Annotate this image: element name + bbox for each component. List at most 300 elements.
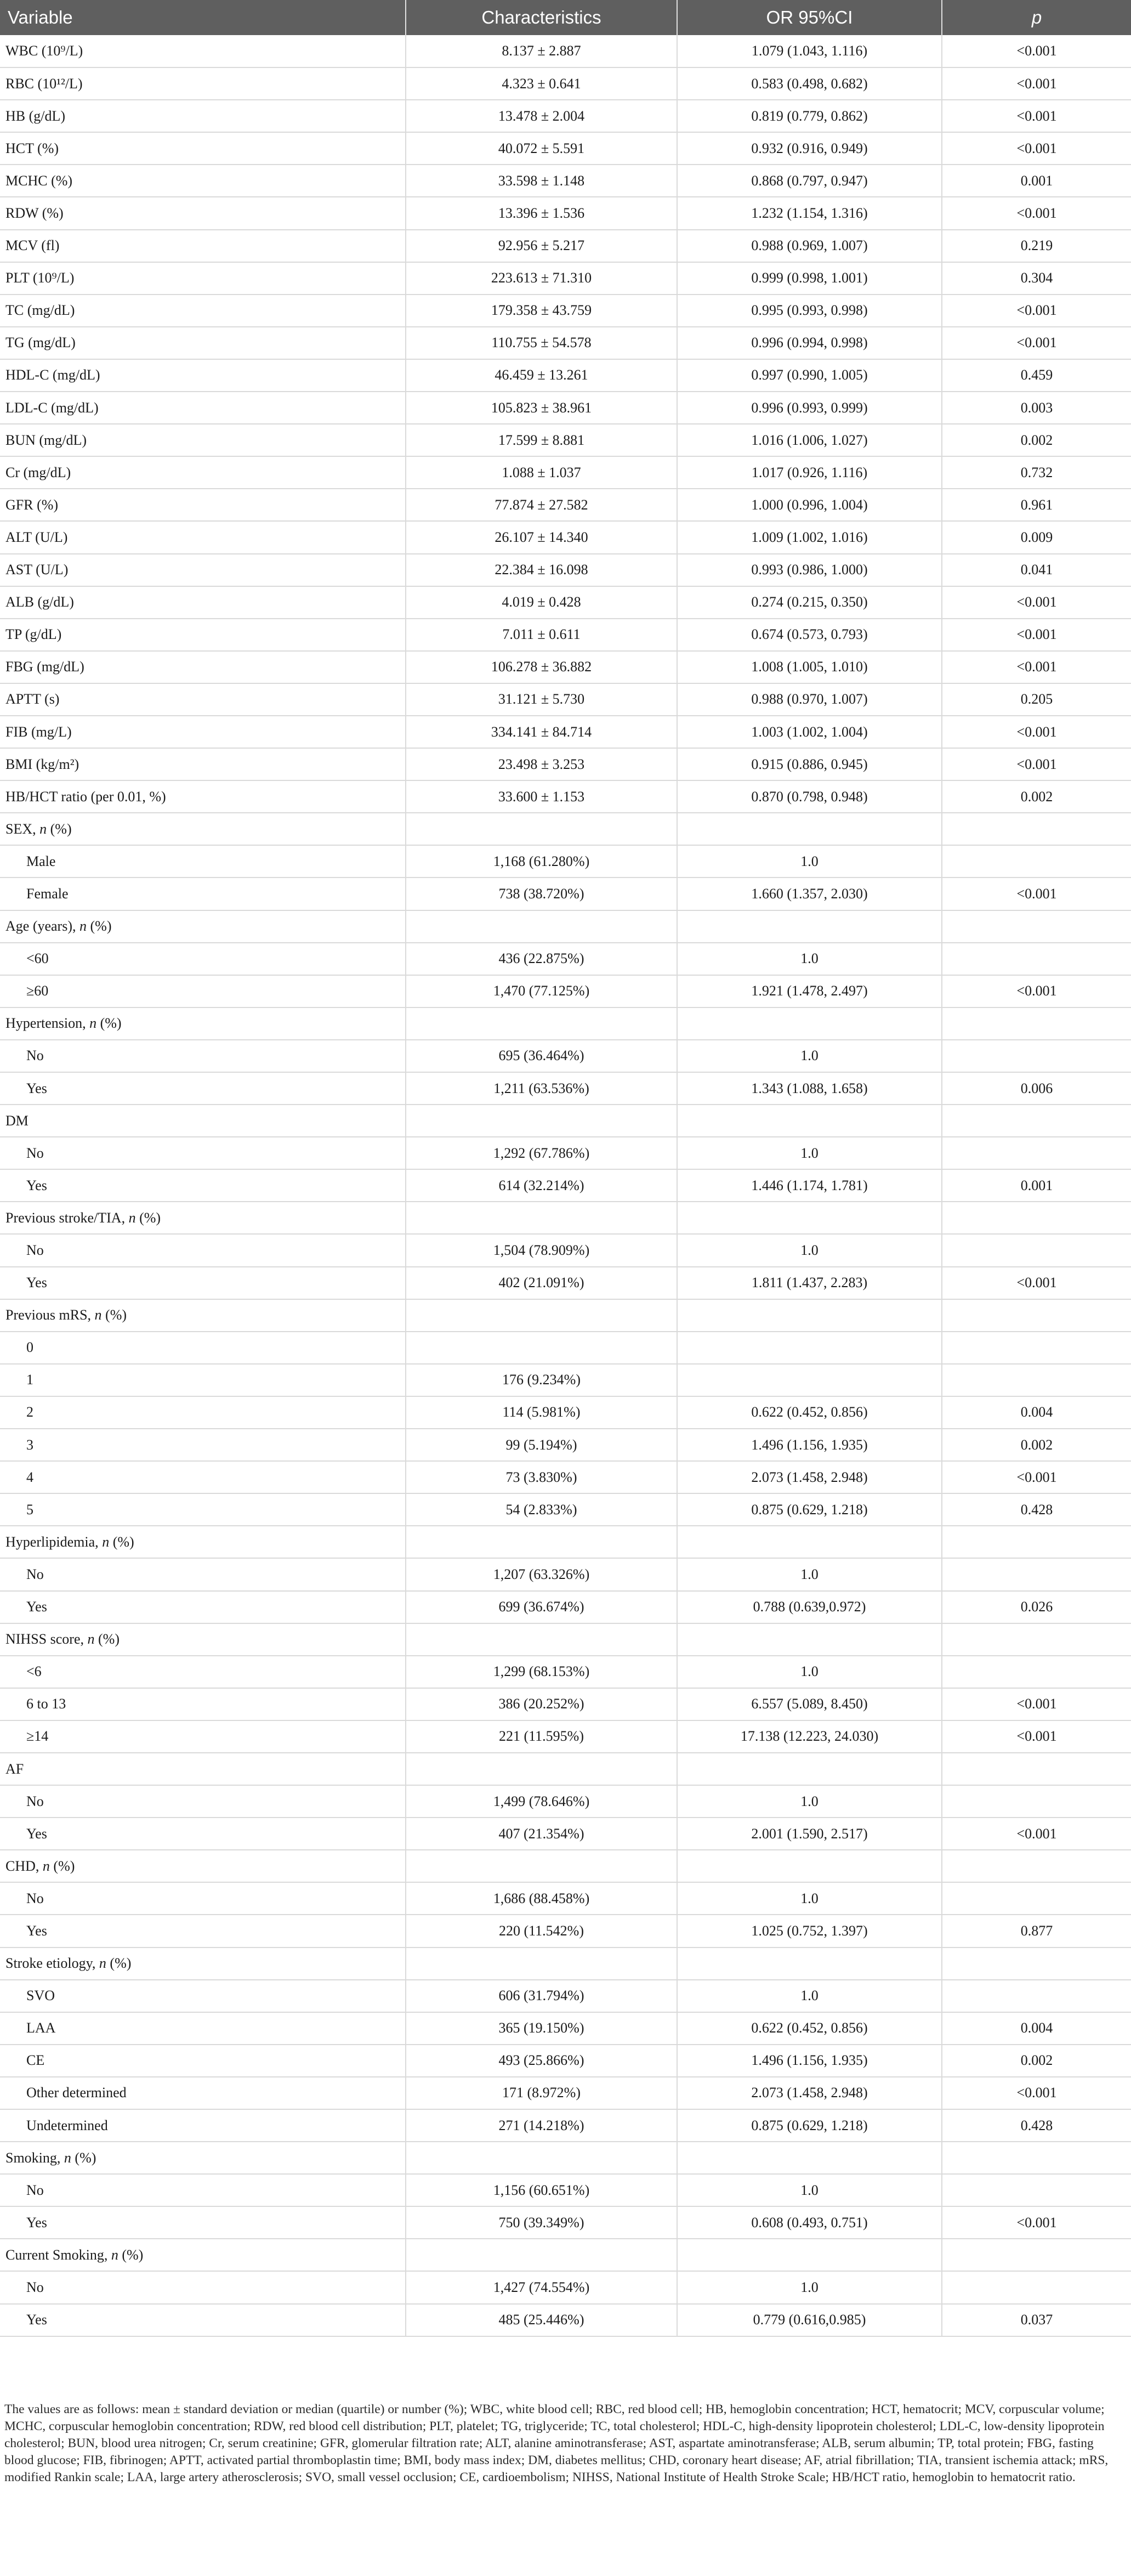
cell-p-value bbox=[942, 1105, 1131, 1137]
cell-or-ci bbox=[677, 1332, 942, 1364]
variable-label: ALT (U/L) bbox=[5, 529, 68, 545]
variable-n-label: n bbox=[111, 2246, 118, 2263]
cell-variable bbox=[0, 1364, 406, 1396]
cell-variable bbox=[0, 1753, 406, 1785]
table-row bbox=[0, 1040, 1131, 1072]
cell-or-ci: 0.868 (0.797, 0.947) bbox=[677, 165, 942, 197]
cell-characteristics: 31.121 ± 5.730 bbox=[406, 683, 677, 716]
cell-characteristics: 77.874 ± 27.582 bbox=[406, 489, 677, 521]
cell-or-ci: 2.073 (1.458, 2.948) bbox=[677, 1461, 942, 1493]
variable-label: Age (years), bbox=[5, 918, 79, 935]
variable-label: 6 to 13 bbox=[26, 1696, 66, 1712]
cell-or-ci: 1.008 (1.005, 1.010) bbox=[677, 651, 942, 683]
cell-or-ci: 0.988 (0.970, 1.007) bbox=[677, 683, 942, 716]
cell-p-value bbox=[942, 2271, 1131, 2303]
cell-or-ci: 0.875 (0.629, 1.218) bbox=[677, 2109, 942, 2142]
cell-variable bbox=[0, 1623, 406, 1656]
variable-label: LDL-C (mg/dL) bbox=[5, 399, 99, 416]
variable-unit-label: (%) bbox=[135, 1209, 161, 1226]
cell-variable bbox=[0, 975, 406, 1007]
cell-variable bbox=[0, 845, 406, 877]
cell-p-value: <0.001 bbox=[942, 295, 1131, 327]
cell-p-value: <0.001 bbox=[942, 619, 1131, 651]
cell-p-value bbox=[942, 1332, 1131, 1364]
cell-or-ci: 1.0 bbox=[677, 845, 942, 877]
cell-p-value: <0.001 bbox=[942, 651, 1131, 683]
cell-characteristics: 485 (25.446%) bbox=[406, 2304, 677, 2336]
cell-or-ci: 0.608 (0.493, 0.751) bbox=[677, 2206, 942, 2239]
cell-characteristics: 606 (31.794%) bbox=[406, 1980, 677, 2012]
table-row bbox=[0, 1558, 1131, 1590]
cell-variable bbox=[0, 2077, 406, 2109]
table-row bbox=[0, 2012, 1131, 2045]
table-row bbox=[0, 910, 1131, 943]
cell-variable bbox=[0, 1137, 406, 1169]
cell-variable bbox=[0, 132, 406, 165]
table-row bbox=[0, 1396, 1131, 1429]
cell-p-value: 0.004 bbox=[942, 1396, 1131, 1429]
table-row bbox=[0, 1429, 1131, 1461]
variable-unit-label: (%) bbox=[109, 1533, 134, 1550]
variable-n-label: n bbox=[87, 1631, 95, 1647]
variable-label: Yes bbox=[26, 1599, 47, 1615]
cell-or-ci: 1.0 bbox=[677, 943, 942, 975]
cell-variable bbox=[0, 327, 406, 359]
cell-variable bbox=[0, 1882, 406, 1915]
cell-p-value: <0.001 bbox=[942, 716, 1131, 748]
table-row bbox=[0, 1720, 1131, 1753]
cell-or-ci bbox=[677, 1364, 942, 1396]
variable-label: DM bbox=[5, 1112, 29, 1129]
table-footnote: The values are as follows: mean ± standard deviation or median (quartile) or number (%); WBC, white blood cell; RBC, red blood cell; HB, hemoglobin concentration; HCT, hematocrit; MCV, corpuscular volume; MCHC, corpuscular hemoglobin concentration; RDW, red blood cell distribution; PLT, platelet; TG, triglyceride; TC, total cholesterol; HDL-C, high-density lipoprotein cholesterol; LDL-C, low-density lipoprotein cholesterol; BUN, blood urea nitrogen; Cr, serum creatinine; GFR, glomerular filtration rate; ALT, alanine aminotransferase; AST, aspartate aminotransferase; ALB, serum albumin; TP, total protein; FBG, fasting blood glucose; FIB, fibrinogen; APTT, activated partial thromboplastin time; BMI, body mass index; DM, diabetes mellitus; CHD, coronary heart disease; AF, atrial fibrillation; TIA, transient ischemia attack; mRS, modified Rankin scale; LAA, large artery atherosclerosis; SVO, small vessel occlusion; CE, cardioembolism; NIHSS, National Institute of Health Stroke Scale; HB/HCT ratio, hemoglobin to hematocrit ratio. bbox=[4, 2402, 1109, 2484]
variable-label: Undetermined bbox=[26, 2117, 108, 2133]
cell-or-ci: 0.622 (0.452, 0.856) bbox=[677, 2012, 942, 2045]
cell-variable bbox=[0, 1947, 406, 1980]
cell-or-ci: 0.996 (0.994, 0.998) bbox=[677, 327, 942, 359]
cell-p-value: 0.004 bbox=[942, 2012, 1131, 2045]
cell-p-value: <0.001 bbox=[942, 197, 1131, 229]
table-row bbox=[0, 780, 1131, 813]
variable-n-label: n bbox=[99, 1955, 106, 1972]
header-p-value: p bbox=[942, 0, 1131, 35]
cell-characteristics: 1,292 (67.786%) bbox=[406, 1137, 677, 1169]
cell-variable bbox=[0, 1072, 406, 1105]
table-row bbox=[0, 2271, 1131, 2303]
cell-or-ci: 1.343 (1.088, 1.658) bbox=[677, 1072, 942, 1105]
cell-characteristics bbox=[406, 1947, 677, 1980]
cell-or-ci: 1.660 (1.357, 2.030) bbox=[677, 877, 942, 910]
cell-p-value: 0.428 bbox=[942, 1493, 1131, 1526]
variable-label: AF bbox=[5, 1760, 24, 1777]
variable-label: AST (U/L) bbox=[5, 562, 69, 578]
variable-label: Cr (mg/dL) bbox=[5, 464, 71, 480]
variable-label: No bbox=[26, 1145, 44, 1161]
cell-or-ci: 0.819 (0.779, 0.862) bbox=[677, 100, 942, 132]
cell-or-ci: 1.017 (0.926, 1.116) bbox=[677, 456, 942, 489]
table-row bbox=[0, 1785, 1131, 1818]
cell-characteristics: 1,211 (63.536%) bbox=[406, 1072, 677, 1105]
variable-label: FBG (mg/dL) bbox=[5, 659, 84, 675]
cell-characteristics: 92.956 ± 5.217 bbox=[406, 230, 677, 262]
table-row bbox=[0, 35, 1131, 67]
cell-or-ci: 0.622 (0.452, 0.856) bbox=[677, 1396, 942, 1429]
variable-label: 3 bbox=[26, 1436, 33, 1453]
cell-variable bbox=[0, 392, 406, 424]
cell-or-ci bbox=[677, 1526, 942, 1558]
cell-or-ci: 2.001 (1.590, 2.517) bbox=[677, 1818, 942, 1850]
cell-or-ci: 0.870 (0.798, 0.948) bbox=[677, 780, 942, 813]
variable-label: <6 bbox=[26, 1663, 42, 1680]
variable-label: Yes bbox=[26, 2312, 47, 2328]
table-row bbox=[0, 683, 1131, 716]
cell-p-value: <0.001 bbox=[942, 100, 1131, 132]
table-row bbox=[0, 1623, 1131, 1656]
variable-label: RBC (10¹²/L) bbox=[5, 75, 83, 92]
cell-variable bbox=[0, 1915, 406, 1947]
cell-variable bbox=[0, 2012, 406, 2045]
table-row bbox=[0, 877, 1131, 910]
variable-n-label: n bbox=[128, 1209, 136, 1226]
table-row bbox=[0, 813, 1131, 845]
cell-characteristics: 1,470 (77.125%) bbox=[406, 975, 677, 1007]
cell-characteristics: 26.107 ± 14.340 bbox=[406, 521, 677, 553]
variable-label: Current Smoking, bbox=[5, 2246, 111, 2263]
cell-variable bbox=[0, 1234, 406, 1266]
table-row bbox=[0, 1688, 1131, 1720]
table-row bbox=[0, 521, 1131, 553]
cell-p-value bbox=[942, 1526, 1131, 1558]
variable-label: TG (mg/dL) bbox=[5, 335, 76, 351]
cell-characteristics: 179.358 ± 43.759 bbox=[406, 295, 677, 327]
cell-characteristics: 46.459 ± 13.261 bbox=[406, 359, 677, 392]
cell-or-ci bbox=[677, 1105, 942, 1137]
variable-label: Hypertension, bbox=[5, 1015, 90, 1032]
header-or-ci: OR 95%CI bbox=[677, 0, 942, 35]
table-row bbox=[0, 67, 1131, 100]
variable-label: No bbox=[26, 2182, 44, 2198]
cell-characteristics: 99 (5.194%) bbox=[406, 1429, 677, 1461]
cell-or-ci: 0.995 (0.993, 0.998) bbox=[677, 295, 942, 327]
cell-or-ci: 2.073 (1.458, 2.948) bbox=[677, 2077, 942, 2109]
cell-p-value bbox=[942, 2239, 1131, 2271]
header-characteristics: Characteristics bbox=[406, 0, 677, 35]
cell-variable bbox=[0, 943, 406, 975]
table-row bbox=[0, 1947, 1131, 1980]
cell-or-ci: 0.993 (0.986, 1.000) bbox=[677, 554, 942, 586]
cell-p-value bbox=[942, 2142, 1131, 2174]
cell-p-value: 0.205 bbox=[942, 683, 1131, 716]
cell-characteristics: 386 (20.252%) bbox=[406, 1688, 677, 1720]
variable-label: 4 bbox=[26, 1469, 33, 1485]
cell-characteristics: 17.599 ± 8.881 bbox=[406, 424, 677, 456]
variable-label: CE bbox=[26, 2052, 45, 2069]
cell-characteristics: 1,168 (61.280%) bbox=[406, 845, 677, 877]
cell-variable bbox=[0, 1656, 406, 1688]
cell-or-ci bbox=[677, 1007, 942, 1040]
cell-or-ci: 1.0 bbox=[677, 2271, 942, 2303]
variable-n-label: n bbox=[102, 1533, 110, 1550]
cell-characteristics: 1,299 (68.153%) bbox=[406, 1656, 677, 1688]
table-row bbox=[0, 1299, 1131, 1332]
cell-characteristics: 1,427 (74.554%) bbox=[406, 2271, 677, 2303]
cell-p-value bbox=[942, 1980, 1131, 2012]
cell-p-value bbox=[942, 1299, 1131, 1332]
cell-characteristics bbox=[406, 1332, 677, 1364]
table-row bbox=[0, 651, 1131, 683]
cell-characteristics bbox=[406, 1526, 677, 1558]
cell-characteristics: 22.384 ± 16.098 bbox=[406, 554, 677, 586]
variable-label: GFR (%) bbox=[5, 496, 59, 513]
cell-or-ci: 1.0 bbox=[677, 1137, 942, 1169]
cell-variable bbox=[0, 1396, 406, 1429]
variable-label: Yes bbox=[26, 1825, 47, 1842]
table-row bbox=[0, 1169, 1131, 1202]
cell-variable bbox=[0, 586, 406, 619]
cell-characteristics: 223.613 ± 71.310 bbox=[406, 262, 677, 295]
variable-label: LAA bbox=[26, 2020, 56, 2036]
cell-or-ci bbox=[677, 813, 942, 845]
cell-or-ci: 0.674 (0.573, 0.793) bbox=[677, 619, 942, 651]
cell-p-value: <0.001 bbox=[942, 2206, 1131, 2239]
cell-variable bbox=[0, 165, 406, 197]
cell-p-value: 0.304 bbox=[942, 262, 1131, 295]
cell-p-value: <0.001 bbox=[942, 67, 1131, 100]
cell-p-value: <0.001 bbox=[942, 327, 1131, 359]
cell-characteristics: 7.011 ± 0.611 bbox=[406, 619, 677, 651]
cell-p-value bbox=[942, 845, 1131, 877]
table-row bbox=[0, 456, 1131, 489]
cell-characteristics: 105.823 ± 38.961 bbox=[406, 392, 677, 424]
cell-variable bbox=[0, 619, 406, 651]
variable-label: SVO bbox=[26, 1988, 55, 2004]
variable-label: CHD, bbox=[5, 1858, 43, 1874]
cell-variable bbox=[0, 2304, 406, 2336]
cell-characteristics: 738 (38.720%) bbox=[406, 877, 677, 910]
cell-variable bbox=[0, 1299, 406, 1332]
cell-p-value: 0.002 bbox=[942, 424, 1131, 456]
cell-characteristics bbox=[406, 1299, 677, 1332]
cell-variable bbox=[0, 2174, 406, 2206]
table-row bbox=[0, 1332, 1131, 1364]
cell-variable bbox=[0, 1688, 406, 1720]
cell-p-value bbox=[942, 1656, 1131, 1688]
cell-characteristics: 402 (21.091%) bbox=[406, 1267, 677, 1299]
cell-or-ci: 1.000 (0.996, 1.004) bbox=[677, 489, 942, 521]
cell-or-ci bbox=[677, 910, 942, 943]
cell-p-value: <0.001 bbox=[942, 1461, 1131, 1493]
cell-variable bbox=[0, 1007, 406, 1040]
variable-label: TP (g/dL) bbox=[5, 626, 62, 643]
table-row bbox=[0, 619, 1131, 651]
table-row bbox=[0, 262, 1131, 295]
variable-unit-label: (%) bbox=[47, 820, 72, 837]
variable-label: MCV (fl) bbox=[5, 237, 60, 254]
cell-p-value: <0.001 bbox=[942, 1267, 1131, 1299]
cell-variable bbox=[0, 1526, 406, 1558]
variable-label: NIHSS score, bbox=[5, 1631, 88, 1647]
variable-label: TC (mg/dL) bbox=[5, 302, 75, 319]
cell-characteristics: 54 (2.833%) bbox=[406, 1493, 677, 1526]
cell-p-value bbox=[942, 1882, 1131, 1915]
cell-p-value: 0.459 bbox=[942, 359, 1131, 392]
cell-variable bbox=[0, 67, 406, 100]
variable-label: Female bbox=[26, 885, 69, 902]
cell-p-value: <0.001 bbox=[942, 1688, 1131, 1720]
cell-or-ci: 0.915 (0.886, 0.945) bbox=[677, 748, 942, 780]
variable-unit-label: (%) bbox=[94, 1631, 120, 1647]
variable-label: MCHC (%) bbox=[5, 172, 73, 189]
variable-label: PLT (10⁹/L) bbox=[5, 270, 75, 286]
variable-label: Male bbox=[26, 853, 56, 869]
table-row bbox=[0, 1461, 1131, 1493]
table-row bbox=[0, 392, 1131, 424]
cell-characteristics: 33.600 ± 1.153 bbox=[406, 780, 677, 813]
cell-or-ci: 0.932 (0.916, 0.949) bbox=[677, 132, 942, 165]
cell-p-value: 0.006 bbox=[942, 1072, 1131, 1105]
cell-variable bbox=[0, 2271, 406, 2303]
cell-characteristics: 365 (19.150%) bbox=[406, 2012, 677, 2045]
cell-characteristics bbox=[406, 813, 677, 845]
cell-variable bbox=[0, 554, 406, 586]
table-row bbox=[0, 359, 1131, 392]
cell-or-ci: 1.009 (1.002, 1.016) bbox=[677, 521, 942, 553]
cell-variable bbox=[0, 1429, 406, 1461]
table-row bbox=[0, 100, 1131, 132]
cell-characteristics bbox=[406, 1007, 677, 1040]
cell-variable bbox=[0, 1461, 406, 1493]
cell-p-value: 0.877 bbox=[942, 1915, 1131, 1947]
variable-label: Stroke etiology, bbox=[5, 1955, 99, 1972]
cell-p-value bbox=[942, 1558, 1131, 1590]
cell-characteristics: 23.498 ± 3.253 bbox=[406, 748, 677, 780]
cell-p-value: <0.001 bbox=[942, 877, 1131, 910]
cell-p-value bbox=[942, 1202, 1131, 1234]
cell-or-ci: 1.446 (1.174, 1.781) bbox=[677, 1169, 942, 1202]
variable-label: No bbox=[26, 1890, 44, 1906]
cell-variable bbox=[0, 1493, 406, 1526]
table-body bbox=[0, 35, 1131, 2336]
cell-characteristics: 4.323 ± 0.641 bbox=[406, 67, 677, 100]
cell-variable bbox=[0, 35, 406, 67]
cell-p-value bbox=[942, 1040, 1131, 1072]
variable-label: SEX, bbox=[5, 820, 40, 837]
cell-variable bbox=[0, 877, 406, 910]
table-row bbox=[0, 2239, 1131, 2271]
cell-characteristics bbox=[406, 910, 677, 943]
cell-characteristics: 114 (5.981%) bbox=[406, 1396, 677, 1429]
cell-characteristics: 334.141 ± 84.714 bbox=[406, 716, 677, 748]
variable-unit-label: (%) bbox=[118, 2246, 144, 2263]
cell-characteristics: 8.137 ± 2.887 bbox=[406, 35, 677, 67]
cell-variable bbox=[0, 1785, 406, 1818]
table-row bbox=[0, 2142, 1131, 2174]
cell-variable bbox=[0, 100, 406, 132]
variable-label: FIB (mg/L) bbox=[5, 723, 72, 740]
cell-or-ci bbox=[677, 1623, 942, 1656]
cell-p-value: 0.001 bbox=[942, 165, 1131, 197]
cell-or-ci: 1.811 (1.437, 2.283) bbox=[677, 1267, 942, 1299]
cell-characteristics bbox=[406, 1753, 677, 1785]
variable-label: Yes bbox=[26, 1275, 47, 1291]
cell-or-ci: 1.0 bbox=[677, 1656, 942, 1688]
cell-variable bbox=[0, 1980, 406, 2012]
variable-n-label: n bbox=[42, 1858, 50, 1874]
cell-variable bbox=[0, 1818, 406, 1850]
cell-p-value: 0.037 bbox=[942, 2304, 1131, 2336]
cell-characteristics bbox=[406, 1105, 677, 1137]
table-row bbox=[0, 554, 1131, 586]
cell-variable bbox=[0, 1332, 406, 1364]
cell-or-ci: 1.079 (1.043, 1.116) bbox=[677, 35, 942, 67]
cell-p-value: 0.961 bbox=[942, 489, 1131, 521]
cell-or-ci: 1.003 (1.002, 1.004) bbox=[677, 716, 942, 748]
cell-or-ci: 1.0 bbox=[677, 1558, 942, 1590]
table-row bbox=[0, 1072, 1131, 1105]
cell-variable bbox=[0, 813, 406, 845]
variable-label: 1 bbox=[26, 1372, 33, 1388]
table-row bbox=[0, 1882, 1131, 1915]
cell-variable bbox=[0, 2142, 406, 2174]
cell-characteristics: 407 (21.354%) bbox=[406, 1818, 677, 1850]
cell-p-value bbox=[942, 943, 1131, 975]
table-row bbox=[0, 2174, 1131, 2206]
cell-p-value: 0.002 bbox=[942, 2045, 1131, 2077]
cell-characteristics: 13.478 ± 2.004 bbox=[406, 100, 677, 132]
variable-label: No bbox=[26, 1048, 44, 1064]
cell-characteristics: 271 (14.218%) bbox=[406, 2109, 677, 2142]
cell-p-value bbox=[942, 1364, 1131, 1396]
cell-or-ci: 0.583 (0.498, 0.682) bbox=[677, 67, 942, 100]
cell-p-value: 0.003 bbox=[942, 392, 1131, 424]
cell-characteristics: 171 (8.972%) bbox=[406, 2077, 677, 2109]
cell-characteristics: 13.396 ± 1.536 bbox=[406, 197, 677, 229]
variable-label: Yes bbox=[26, 2214, 47, 2230]
variable-label: 2 bbox=[26, 1404, 33, 1420]
cell-characteristics: 493 (25.866%) bbox=[406, 2045, 677, 2077]
cell-characteristics: 1,207 (63.326%) bbox=[406, 1558, 677, 1590]
cell-p-value: <0.001 bbox=[942, 586, 1131, 619]
cell-characteristics: 73 (3.830%) bbox=[406, 1461, 677, 1493]
variable-label: 0 bbox=[26, 1339, 33, 1356]
variable-unit-label: (%) bbox=[96, 1015, 122, 1032]
table-row bbox=[0, 1850, 1131, 1882]
cell-characteristics bbox=[406, 2239, 677, 2271]
cell-variable bbox=[0, 359, 406, 392]
cell-p-value bbox=[942, 2174, 1131, 2206]
variable-label: HB/HCT ratio (per 0.01, %) bbox=[5, 788, 166, 805]
cell-p-value bbox=[942, 1234, 1131, 1266]
variable-n-label: n bbox=[79, 918, 87, 935]
table-row bbox=[0, 2045, 1131, 2077]
cell-or-ci: 0.988 (0.969, 1.007) bbox=[677, 230, 942, 262]
cell-or-ci: 0.996 (0.993, 0.999) bbox=[677, 392, 942, 424]
cell-p-value: 0.026 bbox=[942, 1591, 1131, 1623]
cell-variable bbox=[0, 780, 406, 813]
cell-p-value: <0.001 bbox=[942, 1720, 1131, 1753]
cell-or-ci bbox=[677, 1947, 942, 1980]
cell-characteristics: 1,499 (78.646%) bbox=[406, 1785, 677, 1818]
cell-characteristics: 220 (11.542%) bbox=[406, 1915, 677, 1947]
variable-label: Yes bbox=[26, 1922, 47, 1939]
cell-p-value: <0.001 bbox=[942, 1818, 1131, 1850]
table-row bbox=[0, 2077, 1131, 2109]
cell-or-ci bbox=[677, 1850, 942, 1882]
cell-variable bbox=[0, 424, 406, 456]
cell-or-ci: 1.0 bbox=[677, 1234, 942, 1266]
variable-n-label: n bbox=[94, 1307, 102, 1323]
table-row bbox=[0, 586, 1131, 619]
cell-variable bbox=[0, 1558, 406, 1590]
